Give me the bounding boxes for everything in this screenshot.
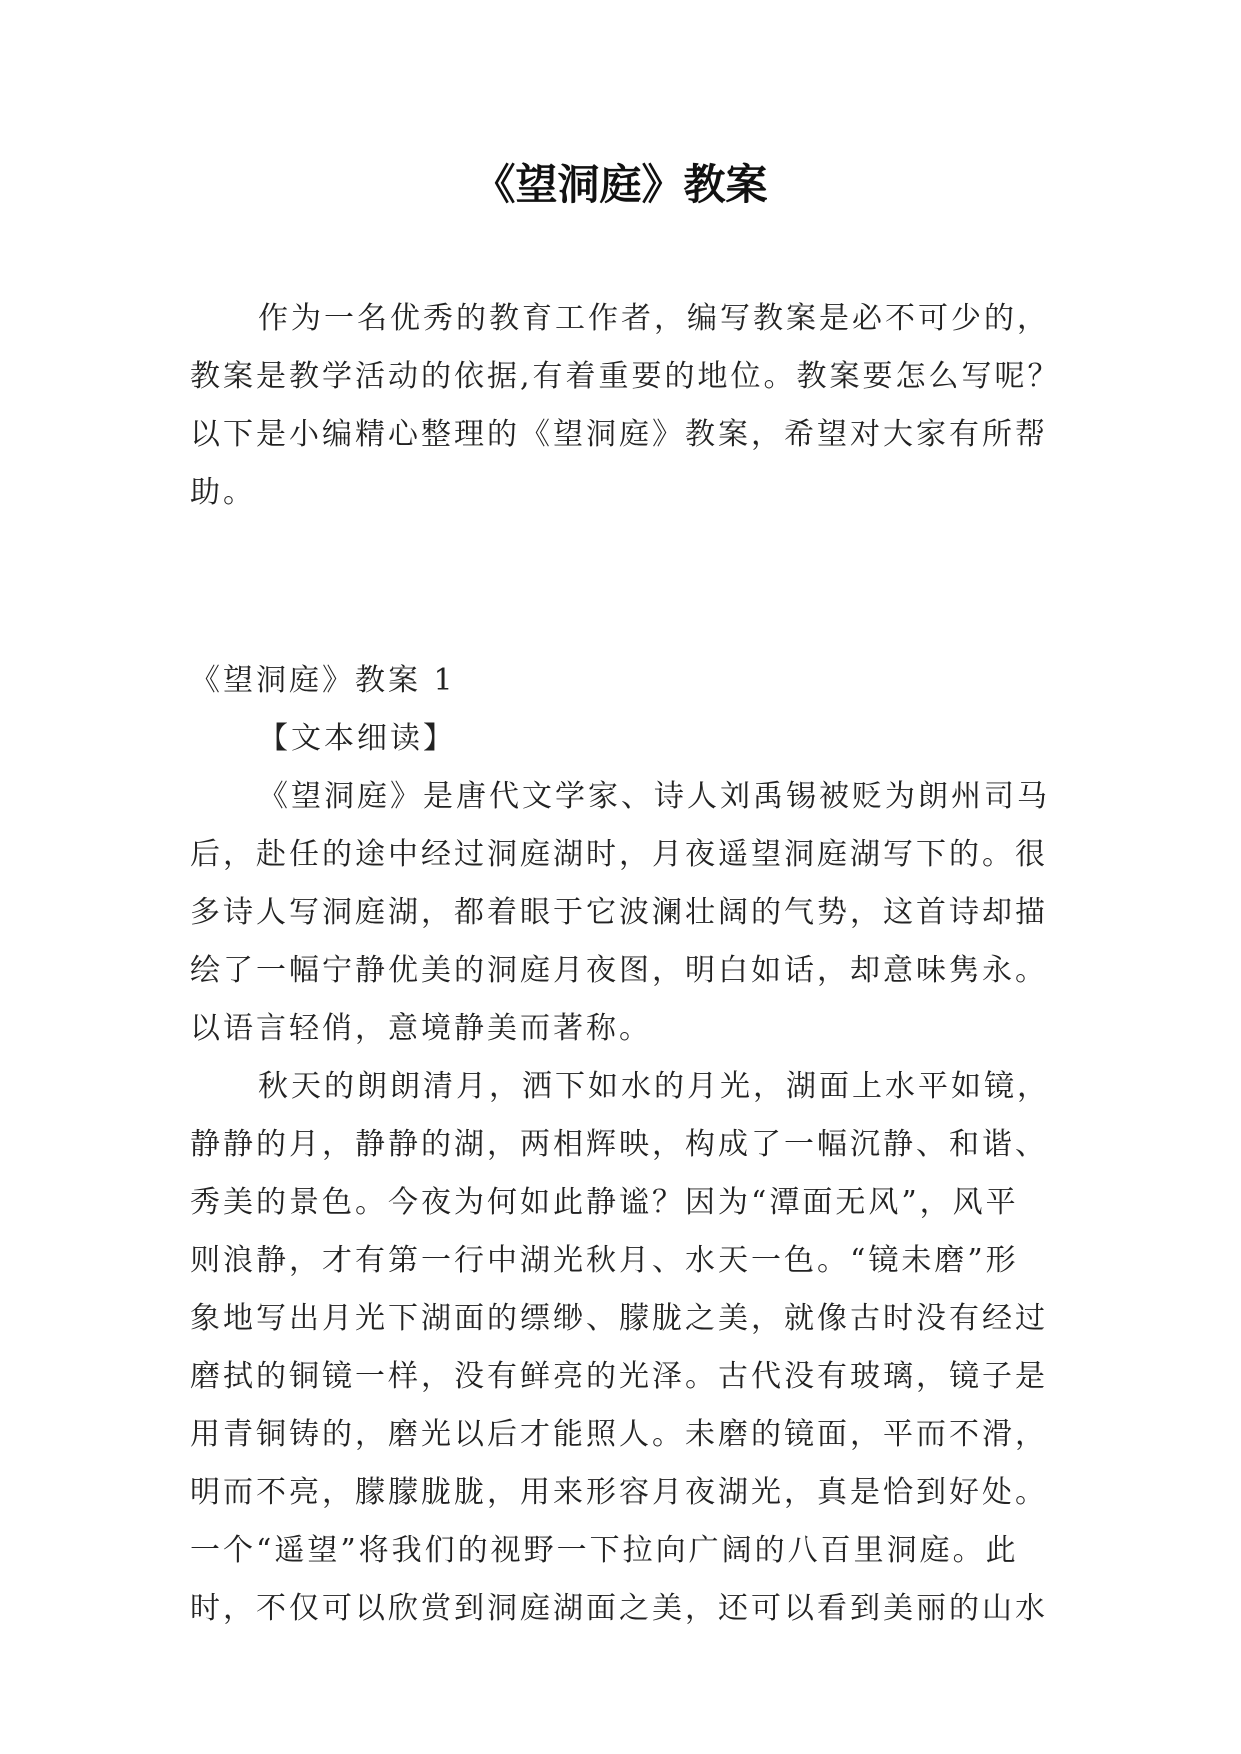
paragraph-line: 静静的月，静静的湖，两相辉映，构成了一幅沉静、和谐、 xyxy=(190,1127,1048,1162)
intro-paragraph xyxy=(190,290,1061,522)
paragraph-line: 磨拭的铜镜一样，没有鲜亮的光泽。古代没有玻璃，镜子是 xyxy=(190,1359,1048,1394)
paragraph-line: 后，赴任的途中经过洞庭湖时，月夜遥望洞庭湖写下的。很 xyxy=(190,837,1048,872)
paragraph-line: 《望洞庭》是唐代文学家、诗人刘禹锡被贬为朗州司马 xyxy=(258,779,1050,814)
intro-line: 教案是教学活动的依据,有着重要的地位。教案要怎么写呢？ xyxy=(190,359,1061,394)
paragraph-line: 明而不亮，朦朦胧胧，用来形容月夜湖光，真是恰到好处。 xyxy=(190,1475,1048,1510)
paragraph-line: 绘了一幅宁静优美的洞庭月夜图，明白如话，却意味隽永。 xyxy=(190,953,1048,988)
paragraph-line: 秀美的景色。今夜为何如此静谧？因为“潭面无风”，风平 xyxy=(190,1185,1019,1220)
document-body xyxy=(190,290,1061,1638)
body-paragraph-2 xyxy=(190,1058,1055,1638)
intro-line: 作为一名优秀的教育工作者，编写教案是必不可少的， xyxy=(258,301,1050,336)
section-heading: 《望洞庭》教案 1 xyxy=(190,663,456,698)
paragraph-line: 则浪静，才有第一行中湖光秋月、水天一色。“镜未磨”形 xyxy=(190,1243,1019,1278)
paragraph-line: 用青铜铸的，磨光以后才能照人。未磨的镜面，平而不滑， xyxy=(190,1417,1048,1452)
section-subheading: 【文本细读】 xyxy=(258,721,456,756)
body-paragraph-1 xyxy=(190,768,1055,1058)
spacer xyxy=(190,522,1055,652)
document-title: 《望洞庭》教案 xyxy=(473,160,768,209)
paragraph-line: 一个“遥望”将我们的视野一下拉向广阔的八百里洞庭。此 xyxy=(190,1533,1019,1568)
intro-line: 助。 xyxy=(190,475,256,510)
paragraph-line: 时，不仅可以欣赏到洞庭湖面之美，还可以看到美丽的山水 xyxy=(190,1591,1048,1626)
paragraph-line: 秋天的朗朗清月，洒下如水的月光，湖面上水平如镜， xyxy=(258,1069,1050,1104)
paragraph-line: 多诗人写洞庭湖，都着眼于它波澜壮阔的气势，这首诗却描 xyxy=(190,895,1048,930)
intro-line: 以下是小编精心整理的《望洞庭》教案，希望对大家有所帮 xyxy=(190,417,1048,452)
paragraph-line: 象地写出月光下湖面的缥缈、朦胧之美，就像古时没有经过 xyxy=(190,1301,1048,1336)
paragraph-line: 以语言轻俏，意境静美而著称。 xyxy=(190,1011,652,1046)
